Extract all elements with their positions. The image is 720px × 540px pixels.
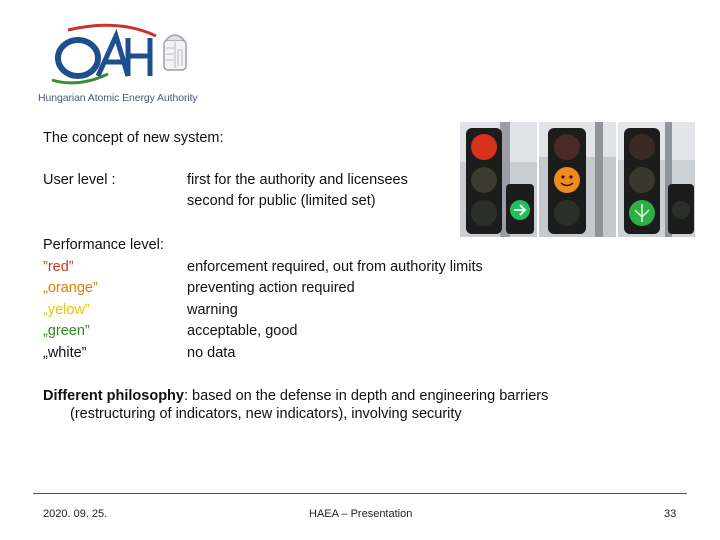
performance-row-red bbox=[43, 257, 483, 279]
level-yellow: „yelow” bbox=[43, 302, 90, 318]
traffic-lights-photo bbox=[460, 122, 695, 237]
philosophy-line-2: (restructuring of indicators, new indicators), involving security bbox=[70, 406, 462, 422]
slide-heading: The concept of new system: bbox=[43, 130, 224, 146]
level-green: „green” bbox=[43, 323, 90, 339]
level-white: „white” bbox=[43, 345, 87, 361]
user-level-label: User level : bbox=[43, 172, 116, 188]
user-level-line-1: first for the authority and licensees bbox=[187, 172, 408, 188]
footer-date: 2020. 09. 25. bbox=[43, 508, 108, 520]
page-number: 33 bbox=[664, 508, 677, 520]
haea-logo bbox=[38, 22, 218, 112]
performance-row-yellow bbox=[43, 300, 238, 322]
philosophy-rest: : based on the defense in depth and engineering barriers bbox=[183, 388, 549, 404]
logo-caption: Hungarian Atomic Energy Authority bbox=[38, 92, 198, 104]
coat-of-arms-icon bbox=[164, 35, 186, 70]
performance-row-green bbox=[43, 321, 297, 343]
level-red-meaning: enforcement required, out from authority limits bbox=[187, 259, 483, 275]
performance-level-label: Performance level: bbox=[43, 237, 164, 253]
oah-logo-mark bbox=[38, 22, 218, 92]
performance-row-white bbox=[43, 343, 235, 365]
level-orange: „orange” bbox=[43, 280, 98, 296]
level-white-meaning: no data bbox=[187, 345, 236, 361]
footer-title: HAEA – Presentation bbox=[309, 508, 413, 520]
level-orange-meaning: preventing action required bbox=[187, 280, 355, 296]
level-red: ”red” bbox=[43, 259, 74, 275]
philosophy-bold: Different philosophy bbox=[43, 388, 184, 404]
performance-row-orange bbox=[43, 278, 355, 300]
footer-divider bbox=[33, 493, 687, 494]
user-level-line-2: second for public (limited set) bbox=[187, 193, 376, 209]
level-green-meaning: acceptable, good bbox=[187, 323, 298, 339]
level-yellow-meaning: warning bbox=[187, 302, 238, 318]
